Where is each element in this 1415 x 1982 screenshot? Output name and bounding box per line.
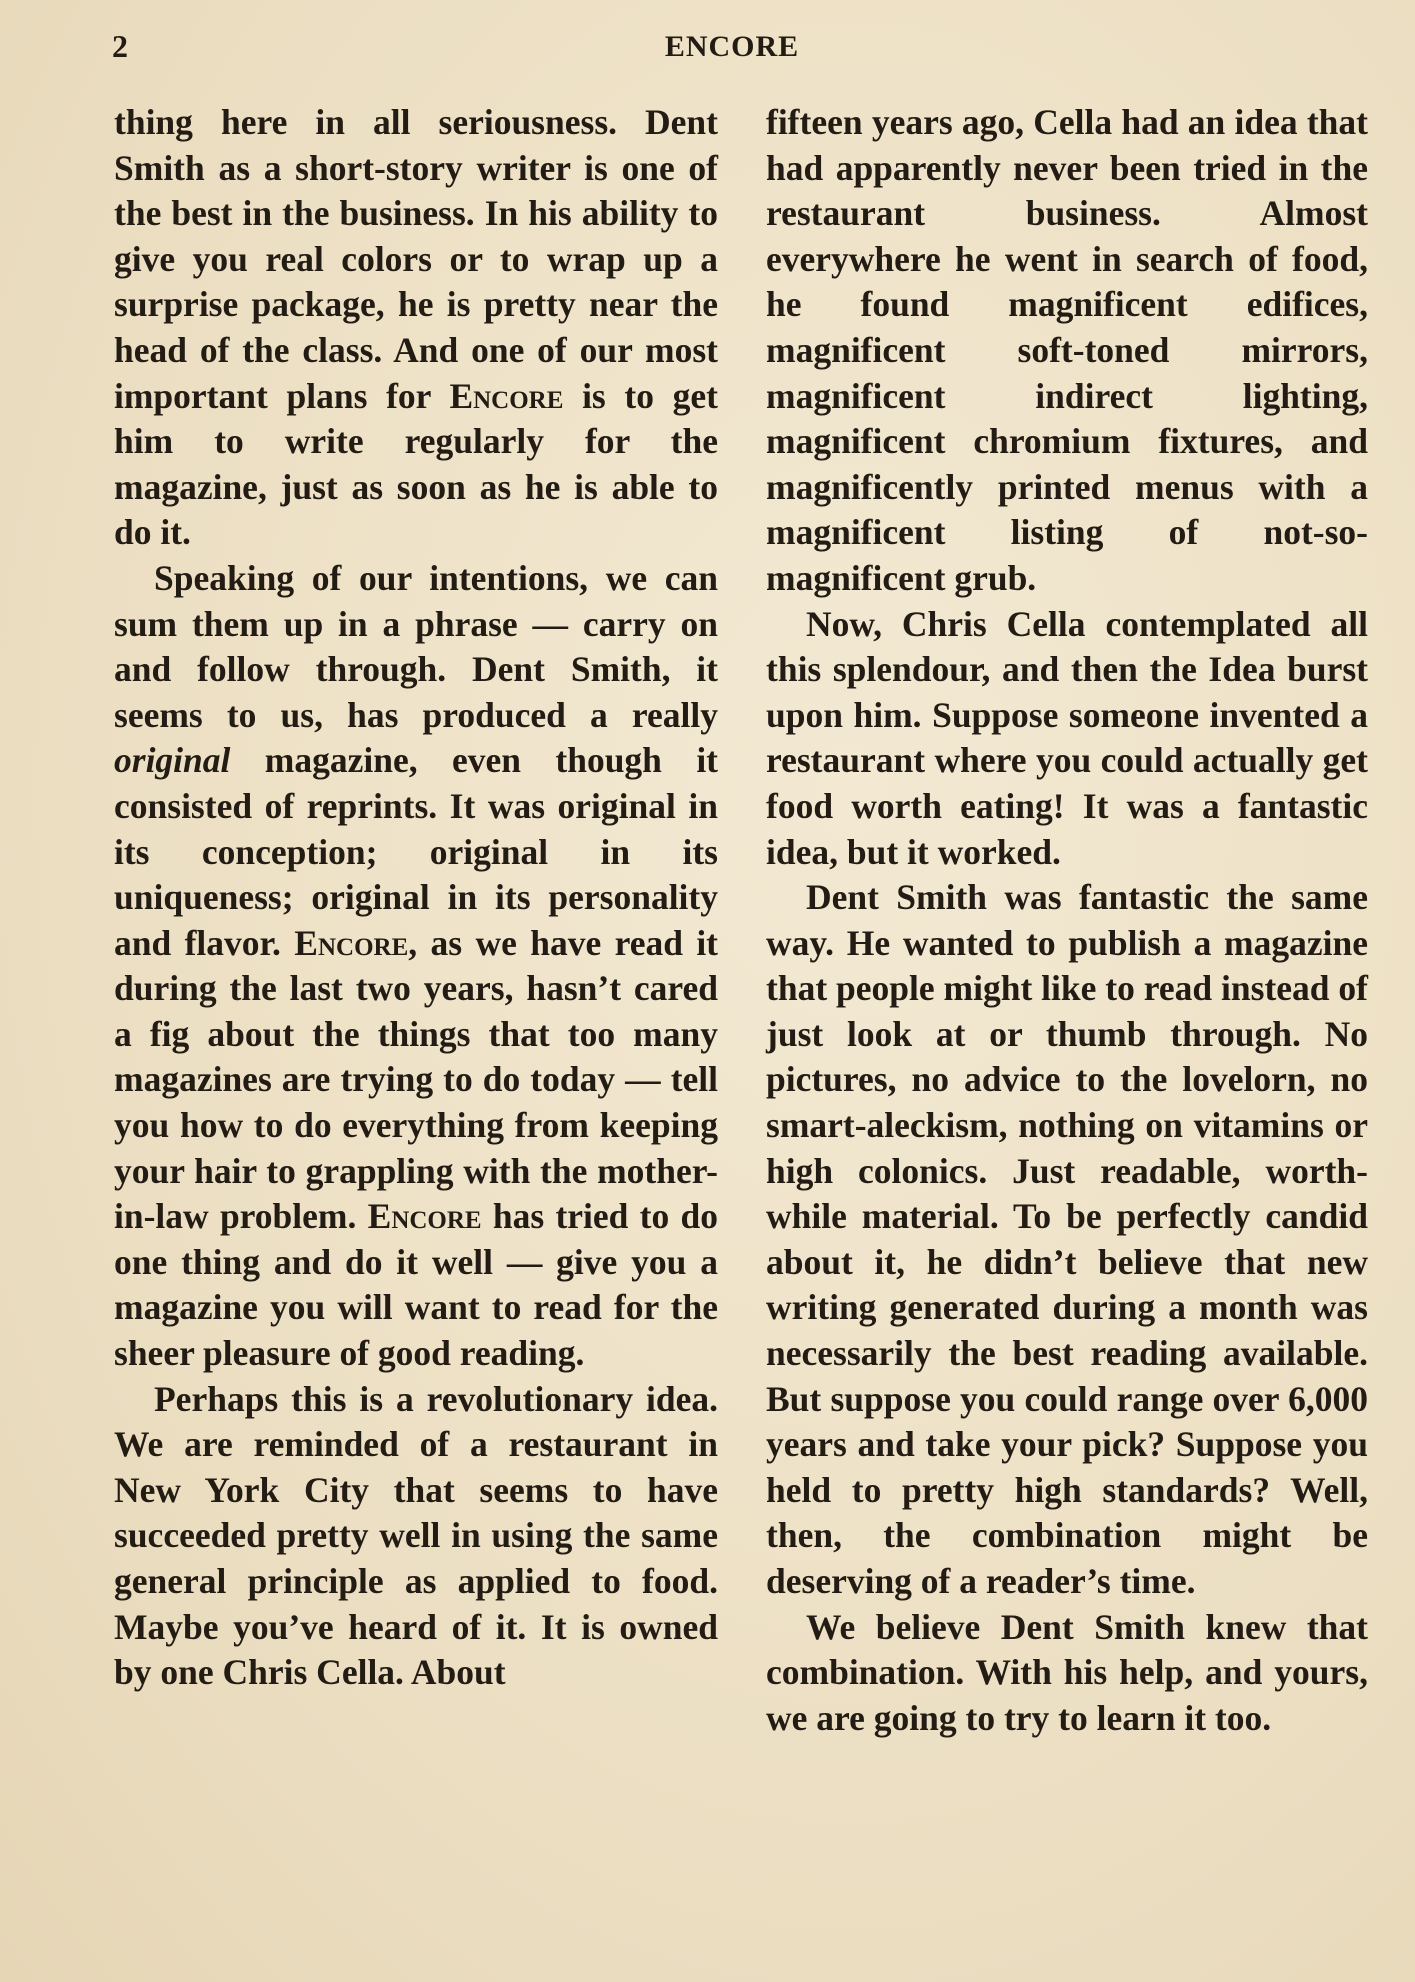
paragraph (114, 556, 718, 1377)
paragraph: Perhaps this is a revolutionary idea. We are reminded of a restaurant in New York City that seems to have succeeded pretty well in using the same general principle as applied to food. Maybe you’ve heard of it. It is owned by one Chris Cella. About (114, 1378, 718, 1693)
right-column (766, 100, 1368, 1741)
paragraph (114, 100, 718, 556)
page-number: 2 (112, 28, 128, 64)
paragraph: fifteen years ago, Cella had an idea that had apparently never been tried in the restaurant business. Almost everywhere he went in search of food, he found magnificent edifices, magnificent soft-toned mirrors, magnificent indirect lighting, magnificent chromium fixtures, and magnificently printed menus with a magnificent listing of not-so-magnificent grub. (766, 102, 1368, 598)
left-column (114, 100, 718, 1696)
paragraph-text: has tried to do one thing and do it well — give you a magazine you will want to read for the sheer pleasure of good reading. (114, 1196, 718, 1374)
paragraph: We believe Dent Smith knew that combination. With his help, and yours, we are going to try to learn it too. (766, 1606, 1368, 1738)
running-title: ENCORE (664, 30, 800, 63)
paragraph-text: Speaking of our intentions, we can sum them up in a phrase — carry on and follow through. Dent Smith, it seems to us, has produced a really (114, 557, 718, 735)
paragraph-text: is to get him to write regularly for the magazine, just as soon as he is able to do it. (114, 375, 718, 553)
paragraph-text: , as we have read it during the last two years, hasn’t cared a fig about the things that too many magazines are trying to do today — tell you how to do everything from keeping your hair to grappling with the mother-in-law problem. (114, 922, 719, 1237)
paragraph-text: magazine, even though it consisted of reprints. It was original in its conception; original in its uniqueness; original in its personality and flavor. (114, 740, 718, 963)
magazine-name: Encore (367, 1196, 482, 1237)
magazine-name: Encore (294, 922, 409, 963)
paragraph: Dent Smith was fantastic the same way. He wanted to publish a magazine that people might like to read instead of just look at or thumb through. No pictures, no advice to the lovelorn, no smart-aleckism, nothing on vitamins or high colonics. Just readable, worthwhile material. To be perfectly candid about it, he didn’t believe that new writing generated during a month was necessarily the best reading available. But suppose you could range over 6,000 years and take your pick? Suppose you held to pretty high standards? Well, then, the combination might be deserving of a reader’s time. (766, 877, 1368, 1601)
page-header (112, 28, 1352, 78)
paragraph: Now, Chris Cella contemplated all this splendour, and then the Idea burst upon him. Suppose someone invented a restaurant where you could actually get food worth eating! It was a fantastic idea, but it worked. (766, 603, 1368, 872)
paragraph-text: thing here in all seriousness. Dent Smith as a short-story writer is one of the best in the business. In his ability to give you real colors or to wrap up a surprise package, he is pretty near the head of the class. And one of our most important plans for (114, 102, 718, 416)
magazine-name: Encore (449, 375, 564, 416)
emphasis-text: original (114, 740, 231, 781)
